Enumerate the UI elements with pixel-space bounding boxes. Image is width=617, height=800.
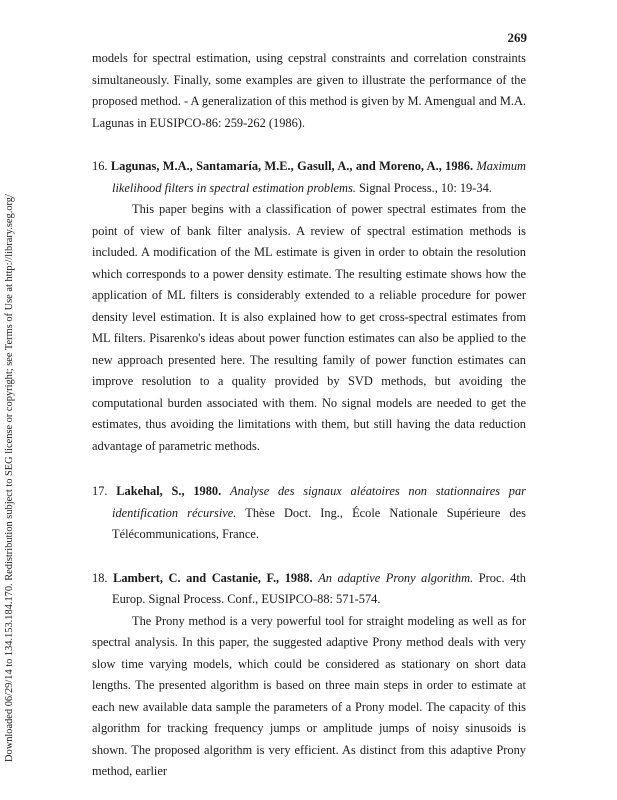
- reference-number: 16.: [92, 159, 108, 173]
- reference-source: Proc. 4th Europ. Signal Process. Conf., EUSIPCO-88: 571-574.: [112, 570, 526, 606]
- reference-title: Analyse des signaux aléatoires non stationnaires par identification récursive.: [112, 484, 526, 520]
- reference-entry-17: [92, 481, 526, 546]
- reference-abstract: The Prony method is a very powerful tool for straight modeling as well as for spectral analysis. In this paper, the suggested adaptive Prony method deals with very slow time varying models, which could be considered as stationary on short data lengths. The presented algorithm is based on three main steps in order to estimate at each new available data sample the parameters of a Prony model. The capacity of this algorithm for tracking frequency jumps or amplitude jumps of noisy sinusoids is shown. The proposed algorithm is very efficient. As distinct from this adaptive Prony method, earlier: [92, 613, 526, 778]
- document-body: [92, 48, 526, 783]
- reference-title: An adaptive Prony algorithm.: [318, 570, 474, 585]
- reference-source: Thèse Doct. Ing., École Nationale Supérieure des Télécommunications, France.: [112, 505, 526, 541]
- reference-citation: [92, 568, 526, 611]
- reference-authors: Lambert, C. and Castanie, F., 1988.: [113, 570, 313, 585]
- reference-entry-16: [92, 156, 526, 457]
- download-notice: Downloaded 06/29/14 to 134.153.184.170. Redistribution subject to SEG license or copyright; see Terms of Use at http://library.seg.org/: [4, 194, 15, 762]
- reference-abstract: This paper begins with a classification of power spectral estimates from the point of view of bank filter analysis. A review of spectral estimation methods is included. A modification of the ML estimate is given in order to obtain the resolution which corresponds to a power density estimate. The resulting estimate shows how the application of ML filters is considerably extended to a reliable procedure for power density level estimation. It is also explained how to get cross-spectral estimates from ML filters. Pisarenko's ideas about power function estimates can also be applied to the new approach presented here. The resulting family of power function estimates can improve resolution to a quality provided by SVD methods, but avoiding the computational burden associated with them. No signal models are needed to get the estimates, thus avoiding the limitations with them, but still having the data reduction advantage of parametric methods.: [92, 202, 526, 453]
- reference-source: Signal Process., 10: 19-34.: [359, 180, 492, 195]
- reference-entry-18: [92, 568, 526, 783]
- reference-authors: Lakehal, S., 1980.: [116, 484, 222, 498]
- reference-citation: [92, 156, 526, 199]
- reference-number: 18.: [92, 570, 108, 585]
- page-number: 269: [507, 30, 527, 45]
- intro-paragraph: models for spectral estimation, using cepstral constraints and correlation constraints simultaneously. Finally, some examples are given to illustrate the performance of the proposed method. - A generalization of this method is given by M. Amengual and M.A. Lagunas in EUSIPCO-86: 259-262 (1986).: [92, 51, 526, 130]
- reference-title: Maximum likelihood filters in spectral estimation problems.: [112, 159, 527, 195]
- reference-citation: [92, 481, 526, 546]
- reference-authors: Lagunas, M.A., Santamaría, M.E., Gasull, A., and Moreno, A., 1986.: [110, 159, 474, 173]
- reference-number: 17.: [92, 484, 108, 498]
